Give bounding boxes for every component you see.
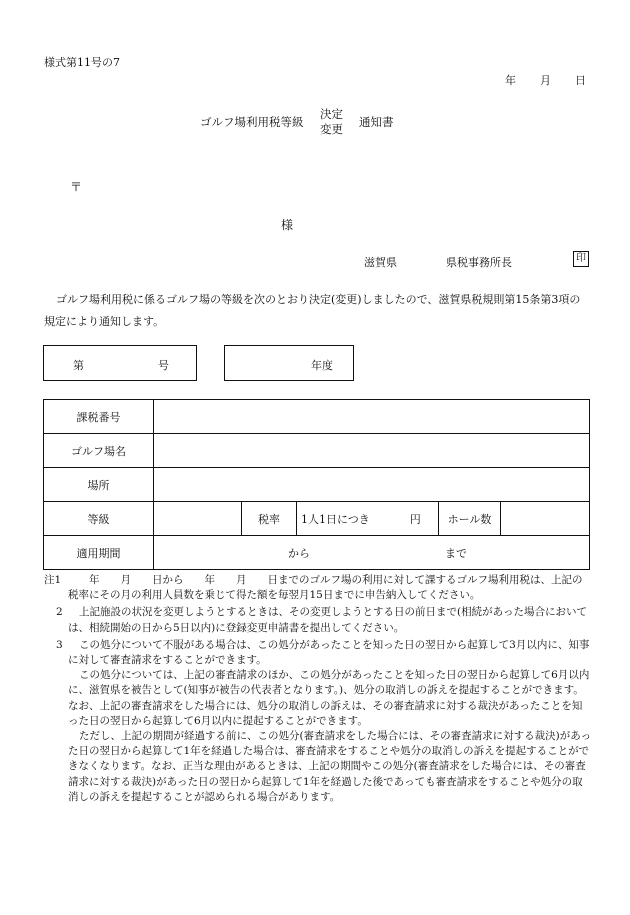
golf-course-name-label: ゴルフ場名 <box>44 434 154 468</box>
table-row <box>44 536 590 570</box>
intro-paragraph: ゴルフ場利用税に係るゴルフ場の等級を次のとおり決定(変更)しましたので、滋賀県税規則第15条第3項の規定により通知します。 <box>44 293 581 328</box>
number-dai: 第 <box>73 359 84 372</box>
fiscal-year-label: 年度 <box>311 359 333 372</box>
number-go: 号 <box>158 359 169 372</box>
table-row <box>44 468 590 502</box>
per-person-label: 1人1日につき <box>301 512 370 526</box>
golf-course-name-value <box>154 434 590 468</box>
holes-label: ホール数 <box>439 502 501 536</box>
document-title-suffix: 通知書 <box>359 115 394 129</box>
postal-mark: 〒 <box>70 180 83 194</box>
tax-rate-value <box>297 502 439 536</box>
date-day: 日 <box>575 74 586 87</box>
title-option-changed: 変更 <box>320 122 343 136</box>
title-option-decided: 決定 <box>320 107 343 121</box>
note-1-text: 年 月 日から 年 月 日までのゴルフ場の利用に対して課するゴルフ場利用税は、上記の税率にその月の利用人員数を乗じて得た額を毎翌月15日までに申告納入してください。 <box>68 574 583 602</box>
title-option-stack <box>320 107 343 137</box>
period-label: 適用期間 <box>44 536 154 570</box>
note-2-text: 上記施設の状況を変更しようとするときは、その変更しようとする日の前日まで(相続があった場合においては、相続開始の日から5日以内)に登録変更申請書を提出してください。 <box>68 606 587 634</box>
fiscal-year-box <box>224 345 354 381</box>
location-label: 場所 <box>44 468 154 502</box>
note-3-number: 3 <box>56 638 63 651</box>
period-from: から <box>288 547 310 560</box>
tax-number-label: 課税番号 <box>44 400 154 434</box>
golf-course-info-table <box>43 399 590 570</box>
table-row <box>44 400 590 434</box>
table-row <box>44 434 590 468</box>
document-title-prefix: ゴルフ場利用税等級 <box>200 115 304 129</box>
note-3-paragraph-3: ただし、上記の期間が経過する前に、この処分(審査請求をした場合には、その審査請求に対する裁決)があった日の翌日から起算して1年を経過した場合は、審査請求をすることや処分の取消しの訴えを提起することができなくなります。なお、正当な理由があるときは、上記の期間やこの処分(審査請求をした場合には、その審査請求に対する裁決)があった日の翌日から起算して1年を経過した後であっても審査請求をすることや処分の取消しの訴えを提起することが認められる場合があります。 <box>68 730 592 803</box>
note-1 <box>44 573 592 603</box>
addressee-honorific: 様 <box>281 218 294 232</box>
notes-section <box>44 573 592 805</box>
note-1-number: 注1 <box>44 574 62 586</box>
holes-value <box>501 502 590 536</box>
date-month: 月 <box>540 74 551 87</box>
form-number: 様式第11号の7 <box>44 56 120 69</box>
note-3 <box>44 638 592 805</box>
note-3-paragraph-2: この処分については、上記の審査請求のほか、この処分があったことを知った日の翌日から起算して6月以内に、滋賀県を被告として(知事が被告の代表者となります。)、処分の取消しの訴えを提起することができます。なお、上記の審査請求をした場合には、処分の取消しの訴えは、その審査請求に対する裁決があったことを知った日の翌日から起算して6月以内に提起することができます。 <box>68 669 590 727</box>
tax-number-value <box>154 400 590 434</box>
period-until: まで <box>445 547 467 560</box>
grade-value <box>154 502 242 536</box>
table-row <box>44 502 590 536</box>
period-value <box>154 536 590 570</box>
issue-date <box>505 72 586 88</box>
location-value <box>154 468 590 502</box>
grade-label: 等級 <box>44 502 154 536</box>
note-3-paragraph-1: この処分について不服がある場合は、この処分があったことを知った日の翌日から起算して3月以内に、知事に対して審査請求をすることができます。 <box>68 638 590 667</box>
issuer-office: 県税事務所長 <box>446 256 512 269</box>
tax-rate-label: 税率 <box>242 502 297 536</box>
seal-icon: 印 <box>573 251 589 267</box>
note-2 <box>44 605 592 635</box>
yen-unit: 円 <box>409 512 421 526</box>
date-year: 年 <box>505 74 516 87</box>
issuer-prefecture: 滋賀県 <box>364 256 397 269</box>
note-2-number: 2 <box>56 606 63 619</box>
document-number-box <box>43 345 197 381</box>
